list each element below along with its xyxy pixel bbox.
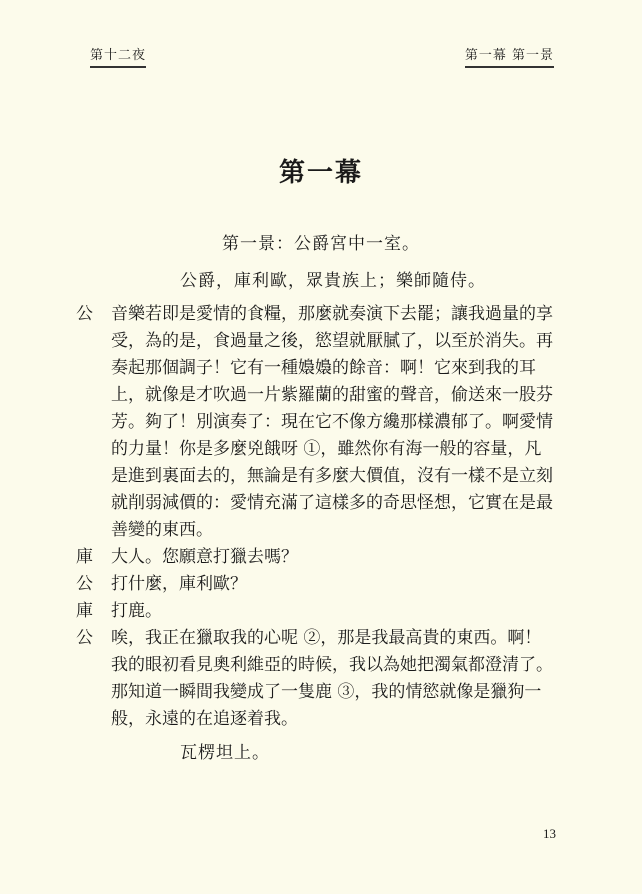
scene-title: 第一景：公爵宮中一室。 — [222, 234, 420, 254]
act-title: 第一幕 — [278, 158, 363, 188]
speaker-label: 公 — [76, 574, 93, 594]
stage-direction-entry: 公爵，庫利歐，眾貴族上；樂師隨侍。 — [180, 271, 486, 291]
speech-line: 我的眼初看見奧利維亞的時候，我以為她把濁氣都澄清了。 — [111, 655, 553, 675]
speech-line: 就削弱減價的：愛情充滿了這樣多的奇思怪想，它實在是最 — [111, 493, 553, 513]
speech-1 — [76, 301, 576, 544]
speech-text — [111, 625, 576, 733]
speaker-label: 公 — [76, 628, 93, 648]
speech-5 — [76, 625, 576, 733]
speech-line: 音樂若即是愛情的食糧，那麼就奏演下去罷；讓我過量的享 — [111, 304, 553, 324]
speech-line: 是進到裏面去的，無論是有多麼大價值，沒有一樣不是立刻 — [111, 466, 553, 486]
speech-text — [111, 544, 576, 571]
speech-line: 奏起那個調子！它有一種嬝嬝的餘音：啊！它來到我的耳 — [111, 358, 536, 378]
dialogue-block — [76, 301, 576, 733]
speech-line: 般，永遠的在追逐着我。 — [111, 709, 298, 729]
speaker-label: 庫 — [76, 601, 93, 621]
speech-text — [111, 301, 576, 544]
speaker-label: 庫 — [76, 547, 93, 567]
speech-line: 打鹿。 — [111, 601, 162, 621]
speech-line: 大人。您願意打獵去嗎？ — [111, 547, 298, 567]
speech-line: 上，就像是才吹過一片紫羅蘭的甜蜜的聲音，偷送來一股芬 — [111, 385, 553, 405]
speech-4 — [76, 598, 576, 625]
running-header-section: 第一幕 第一景 — [465, 44, 554, 68]
speech-line: 唉，我正在獵取我的心呢 ②，那是我最高貴的東西。啊！ — [111, 628, 542, 648]
speech-line: 打什麼，庫利歐？ — [111, 574, 247, 594]
speaker-label: 公 — [76, 304, 93, 324]
running-header-title: 第十二夜 — [90, 44, 146, 68]
speech-text — [111, 598, 576, 625]
speech-line: 芳。夠了！別演奏了：現在它不像方纔那樣濃郁了。啊愛情 — [111, 412, 553, 432]
speech-line: 受，為的是，食過量之後，慾望就厭膩了，以至於消失。再 — [111, 331, 553, 351]
speech-3 — [76, 571, 576, 598]
speech-text — [111, 571, 576, 598]
page-number: 13 — [543, 826, 556, 841]
speech-line: 那知道一瞬間我變成了一隻鹿 ③，我的情慾就像是獵狗一 — [111, 682, 542, 702]
speech-line: 善變的東西。 — [111, 520, 213, 540]
speech-2 — [76, 544, 576, 571]
stage-direction-exit: 瓦楞坦上。 — [180, 743, 270, 763]
speech-line: 的力量！你是多麼兇餓呀 ①，雖然你有海一般的容量，凡 — [111, 439, 542, 459]
